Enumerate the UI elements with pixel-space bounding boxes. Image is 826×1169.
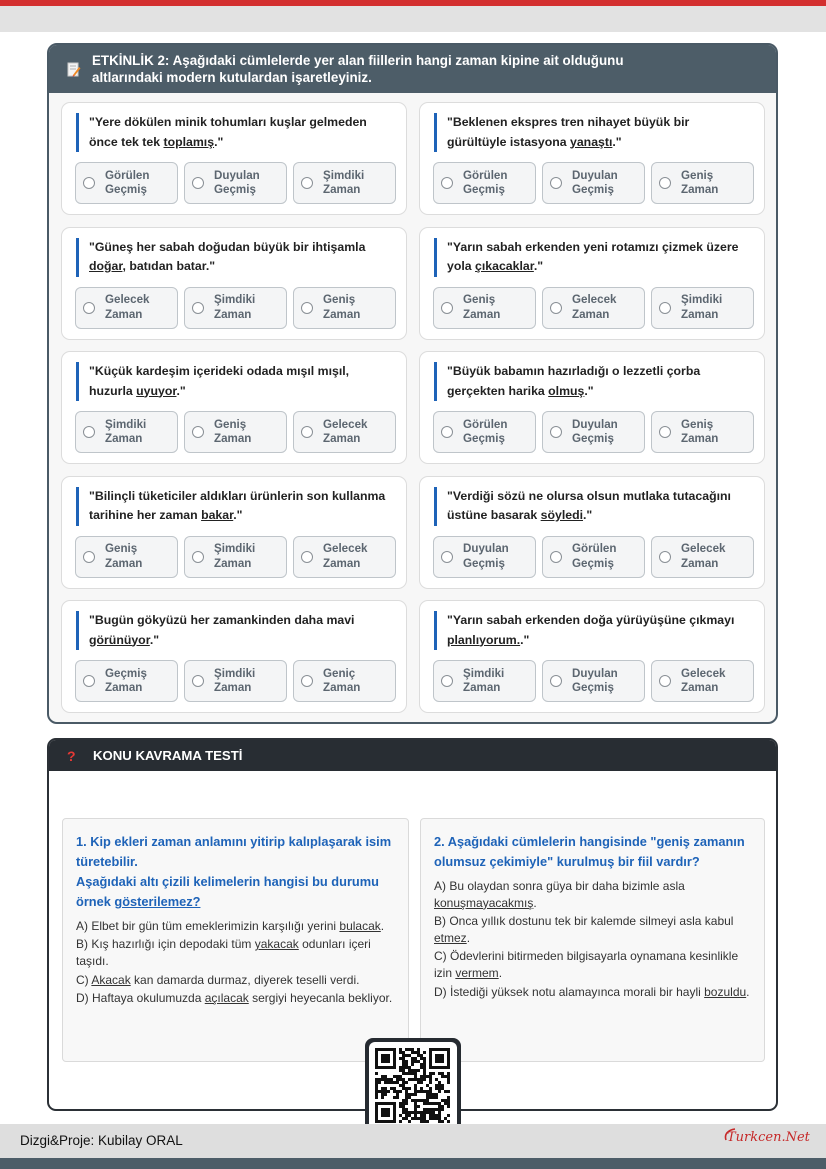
radio-button-icon[interactable]	[301, 675, 313, 687]
tense-option-label: Görülen Geçmiş	[105, 168, 150, 196]
tense-option-label: Gelecek Zaman	[572, 293, 617, 321]
tense-option[interactable]	[293, 660, 396, 702]
tense-option[interactable]	[651, 660, 754, 702]
question-1-answers	[76, 918, 394, 1007]
question-mark-icon: ?	[67, 747, 76, 764]
answer-underlined-word: vermem	[455, 966, 499, 981]
sentence	[434, 362, 752, 401]
answer-text: D) Haftaya okulumuzda	[76, 990, 205, 1005]
radio-button-icon[interactable]	[192, 177, 204, 189]
target-verb: çıkacaklar	[475, 259, 534, 273]
question-card	[61, 476, 407, 589]
tense-option[interactable]	[293, 162, 396, 204]
sentence	[434, 611, 752, 650]
question-1-prompt	[76, 872, 394, 912]
sentence	[76, 362, 394, 401]
radio-button-icon[interactable]	[441, 302, 453, 314]
sentence	[76, 113, 394, 152]
tense-option[interactable]	[542, 162, 645, 204]
tense-option[interactable]	[433, 536, 536, 578]
activity-panel	[47, 43, 778, 724]
answer-underlined-word: yakacak	[254, 937, 299, 952]
answer-underlined-word: bozuldu	[704, 984, 747, 999]
tense-option-label: Geniş Zaman	[681, 168, 719, 196]
radio-button-icon[interactable]	[441, 177, 453, 189]
sentence-text: "Bugün gökyüzü her zamankinden daha mavi	[89, 613, 355, 627]
answer-option[interactable]	[434, 913, 750, 947]
document-pencil-icon	[67, 62, 81, 78]
answer-option[interactable]	[434, 984, 750, 1001]
sentence-text: "Yarın sabah erkenden doğa yürüyüşüne çıkmayı	[447, 613, 735, 627]
activity-title	[92, 52, 624, 86]
activity-title-line2: altlarındaki modern kutulardan işaretleyiniz.	[92, 70, 372, 85]
tense-option-label: Gelecek Zaman	[323, 542, 368, 570]
answer-end: odunları içeri taşıdı.	[76, 937, 371, 969]
activity-title-line1: ETKİNLİK 2: Aşağıdaki cümlelerde yer alan fiillerin hangi zaman kipine ait olduğunu	[92, 53, 624, 68]
tense-option[interactable]	[651, 411, 754, 453]
radio-button-icon[interactable]	[659, 551, 671, 563]
tense-option-label: Geçmiş Zaman	[105, 666, 147, 694]
test-title: KONU KAVRAMA TESTİ	[93, 748, 243, 763]
tense-options	[433, 536, 754, 578]
tense-option-label: Geniş Zaman	[214, 417, 252, 445]
answer-text: A) Bu olaydan sonra güya bir daha bizimle asla	[434, 879, 685, 893]
target-verb: söyledi	[540, 508, 584, 522]
answer-end: kan damarda durmaz, diyerek teselli verdi.	[130, 972, 360, 987]
question-1-prompt-text: Aşağıdaki altı çizili kelimelerin hangisi bu durumu örnek	[76, 874, 379, 909]
footer	[0, 1124, 826, 1158]
radio-button-icon[interactable]	[441, 551, 453, 563]
tense-option[interactable]	[651, 162, 754, 204]
tense-option-label: Geniş Zaman	[681, 417, 719, 445]
question-card	[61, 351, 407, 464]
sentence-text: "Büyük babamın hazırladığı o lezzetli çorba gerçekten harika	[447, 364, 701, 398]
question-card	[419, 600, 765, 713]
radio-button-icon[interactable]	[192, 551, 204, 563]
question-card	[419, 351, 765, 464]
sentence-end: ."	[533, 259, 544, 273]
radio-button-icon[interactable]	[301, 551, 313, 563]
sentence-end: , batıdan batar."	[122, 259, 216, 273]
sentence-end: ."	[214, 134, 224, 149]
tense-option-label: Duyulan Geçmiş	[572, 666, 618, 694]
radio-button-icon[interactable]	[550, 426, 562, 438]
answer-end: .	[380, 919, 385, 933]
activity-header	[49, 45, 776, 93]
tense-option[interactable]	[651, 536, 754, 578]
bottom-bar	[0, 1158, 826, 1169]
answer-end: sergiyi heyecanla bekliyor.	[248, 990, 393, 1005]
question-card	[419, 227, 765, 340]
answer-option[interactable]	[76, 972, 394, 989]
tense-option-label: Görülen Geçmiş	[463, 168, 508, 196]
tense-option[interactable]	[293, 287, 396, 329]
tense-option[interactable]	[75, 411, 178, 453]
answer-underlined-word: etmez	[434, 930, 467, 945]
target-verb: görünüyor	[89, 632, 150, 647]
radio-button-icon[interactable]	[83, 426, 95, 438]
tense-option[interactable]	[542, 660, 645, 702]
target-verb: planlıyorum.	[447, 632, 521, 647]
tense-options	[75, 660, 396, 702]
tense-option[interactable]	[184, 162, 287, 204]
tense-option[interactable]	[293, 411, 396, 453]
sentence	[76, 238, 394, 277]
tense-option[interactable]	[433, 660, 536, 702]
tense-options	[433, 162, 754, 204]
answer-text: C)	[76, 972, 92, 987]
answer-underlined-word: Akacak	[91, 972, 131, 987]
radio-button-icon[interactable]	[550, 302, 562, 314]
radio-button-icon[interactable]	[83, 177, 95, 189]
question-2-answers	[434, 878, 750, 1000]
sentence-text: "Yere dökülen minik tohumları kuşlar gelmeden önce tek tek	[89, 115, 367, 149]
tense-option-label: Şimdiki Zaman	[463, 666, 505, 694]
test-question-1	[62, 818, 409, 1062]
target-verb: toplamış	[163, 134, 215, 149]
radio-button-icon[interactable]	[550, 675, 562, 687]
tense-option-label: Gelecek Zaman	[681, 666, 726, 694]
tense-option-label: Gelecek Zaman	[105, 293, 150, 321]
sentence-text: "Küçük kardeşim içerideki odada mışıl mışıl, huzurla	[89, 364, 350, 398]
tense-option-label: Şimdiki Zaman	[323, 168, 365, 196]
answer-text: B) Onca yıllık dostunu tek bir kalemde silmeyi asla kabul	[434, 914, 734, 929]
tense-option-label: Gelecek Zaman	[681, 542, 726, 570]
test-question-2	[420, 818, 765, 1062]
answer-end: .	[466, 930, 471, 945]
sentence-end: ."	[233, 508, 243, 522]
radio-button-icon[interactable]	[192, 426, 204, 438]
tense-option-label: Görülen Geçmiş	[572, 542, 617, 570]
tense-options	[75, 536, 396, 578]
tense-option[interactable]	[433, 411, 536, 453]
radio-button-icon[interactable]	[192, 675, 204, 687]
tense-options	[75, 287, 396, 329]
answer-end: .	[498, 966, 503, 981]
answer-option[interactable]	[76, 936, 394, 970]
tense-option-label: Duyulan Geçmiş	[463, 542, 509, 570]
answer-text: B) Kış hazırlığı için depodaki tüm	[76, 937, 255, 952]
radio-button-icon[interactable]	[550, 551, 562, 563]
answer-option[interactable]	[434, 948, 750, 982]
sentence-text: "Güneş her sabah doğudan büyük bir ihtişamla	[89, 239, 366, 254]
tense-option-label: Geniç Zaman	[323, 666, 361, 694]
tense-option-label: Şimdiki Zaman	[105, 417, 147, 445]
tense-option[interactable]	[542, 411, 645, 453]
sentence-end: ."	[612, 134, 622, 149]
answer-text: A) Elbet bir gün tüm emeklerimizin karşılığı yerini	[76, 919, 340, 933]
answer-underlined-word: açılacak	[204, 990, 249, 1005]
tense-option[interactable]	[75, 162, 178, 204]
target-verb: doğar	[89, 259, 123, 273]
tense-option-label: Şimdiki Zaman	[214, 293, 256, 321]
top-gray-band	[0, 6, 826, 32]
sentence-text: "Yarın sabah erkenden yeni rotamızı çizmek üzere yola	[447, 239, 739, 273]
question-card	[61, 600, 407, 713]
sentence-text: "Bilinçli tüketiciler aldıkları ürünlerin son kullanma tarihine her zaman	[89, 488, 386, 522]
sentence	[434, 487, 752, 526]
tense-option-label: Geniş Zaman	[463, 293, 501, 321]
tense-option-label: Görülen Geçmiş	[463, 417, 508, 445]
tense-option[interactable]	[184, 287, 287, 329]
radio-button-icon[interactable]	[301, 426, 313, 438]
sentence-end: ."	[583, 508, 593, 522]
sentence-text: "Beklenen ekspres tren nihayet büyük bir gürültüyle istasyona	[447, 115, 690, 149]
sentence	[76, 487, 394, 526]
answer-text: D) İstediği yüksek notu alamayınca morali bir hayli	[434, 984, 705, 999]
tense-option-label: Şimdiki Zaman	[214, 542, 256, 570]
radio-button-icon[interactable]	[659, 426, 671, 438]
radio-button-icon[interactable]	[441, 675, 453, 687]
tense-option-label: Duyulan Geçmiş	[572, 168, 618, 196]
tense-option[interactable]	[184, 536, 287, 578]
tense-option-label: Duyulan Geçmiş	[572, 417, 618, 445]
answer-underlined-word: bulacak	[339, 919, 381, 933]
tense-option[interactable]	[433, 287, 536, 329]
tense-options	[433, 287, 754, 329]
radio-button-icon[interactable]	[83, 302, 95, 314]
target-verb: uyuyor	[136, 383, 177, 398]
answer-underlined-word: konuşmayacakmış	[434, 895, 534, 910]
answer-option[interactable]	[76, 918, 394, 935]
radio-button-icon[interactable]	[441, 426, 453, 438]
tense-option[interactable]	[542, 536, 645, 578]
question-card	[61, 102, 407, 215]
tense-option-label: Duyulan Geçmiş	[214, 168, 260, 196]
tense-option-label: Geniş Zaman	[323, 293, 361, 321]
tense-options	[75, 411, 396, 453]
tense-option[interactable]	[75, 660, 178, 702]
tense-option[interactable]	[184, 660, 287, 702]
tense-options	[433, 660, 754, 702]
question-2-text: 2. Aşağıdaki cümlelerin hangisinde "geniş zamanın olumsuz çekimiyle" kurulmuş bir fiil vardır?	[434, 834, 745, 869]
radio-button-icon[interactable]	[192, 302, 204, 314]
question-1-stem: 1. Kip ekleri zaman anlamını yitirip kalıplaşarak isim türetebilir.	[76, 834, 392, 869]
tense-option[interactable]	[75, 287, 178, 329]
question-card	[419, 102, 765, 215]
qr-code-icon	[369, 1042, 457, 1130]
answer-end: .	[533, 895, 537, 910]
radio-button-icon[interactable]	[550, 177, 562, 189]
answer-text: C) Ödevlerini bitirmeden bilgisayarla oynamana kesinlikle izin	[434, 949, 739, 981]
target-verb: yanaştı	[570, 134, 613, 149]
sentence	[434, 113, 752, 152]
sentence	[76, 611, 394, 650]
tense-options	[75, 162, 396, 204]
sentence-end: ."	[584, 383, 594, 398]
radio-button-icon[interactable]	[301, 302, 313, 314]
question-card	[419, 476, 765, 589]
tense-option-label: Gelecek Zaman	[323, 417, 368, 445]
sentence-end: ."	[149, 632, 160, 647]
target-verb: bakar	[201, 508, 234, 522]
tense-option-label: Şimdiki Zaman	[681, 293, 723, 321]
radio-button-icon[interactable]	[83, 551, 95, 563]
radio-button-icon[interactable]	[659, 302, 671, 314]
sentence	[434, 238, 752, 277]
tense-option[interactable]	[542, 287, 645, 329]
question-card	[61, 227, 407, 340]
tense-option[interactable]	[293, 536, 396, 578]
tense-option[interactable]	[651, 287, 754, 329]
target-verb: olmuş	[548, 383, 585, 398]
sentence-text: "Verdiği sözü ne olursa olsun mutlaka tutacağını üstüne basarak	[447, 488, 731, 522]
question-1-prompt-underlined: gösterilemez?	[114, 894, 201, 909]
radio-button-icon[interactable]	[659, 177, 671, 189]
answer-option[interactable]	[434, 878, 750, 912]
answer-end: .	[746, 984, 750, 999]
radio-button-icon[interactable]	[83, 675, 95, 687]
radio-button-icon[interactable]	[659, 675, 671, 687]
answer-option[interactable]	[76, 990, 394, 1007]
tense-option-label: Geniş Zaman	[105, 542, 143, 570]
qr-frame	[369, 1042, 457, 1130]
tense-option[interactable]	[184, 411, 287, 453]
question-1-text	[76, 832, 394, 912]
test-header	[49, 740, 776, 771]
sentence-end: ."	[520, 632, 530, 647]
tense-option[interactable]	[75, 536, 178, 578]
tense-option-label: Şimdiki Zaman	[214, 666, 256, 694]
tense-option[interactable]	[433, 162, 536, 204]
footer-credit: Dizgi&Proje: Kubilay ORAL	[20, 1133, 183, 1148]
footer-logo: Turkcen.Net	[727, 1130, 810, 1145]
radio-button-icon[interactable]	[301, 177, 313, 189]
tense-options	[433, 411, 754, 453]
sentence-end: ."	[176, 383, 186, 398]
